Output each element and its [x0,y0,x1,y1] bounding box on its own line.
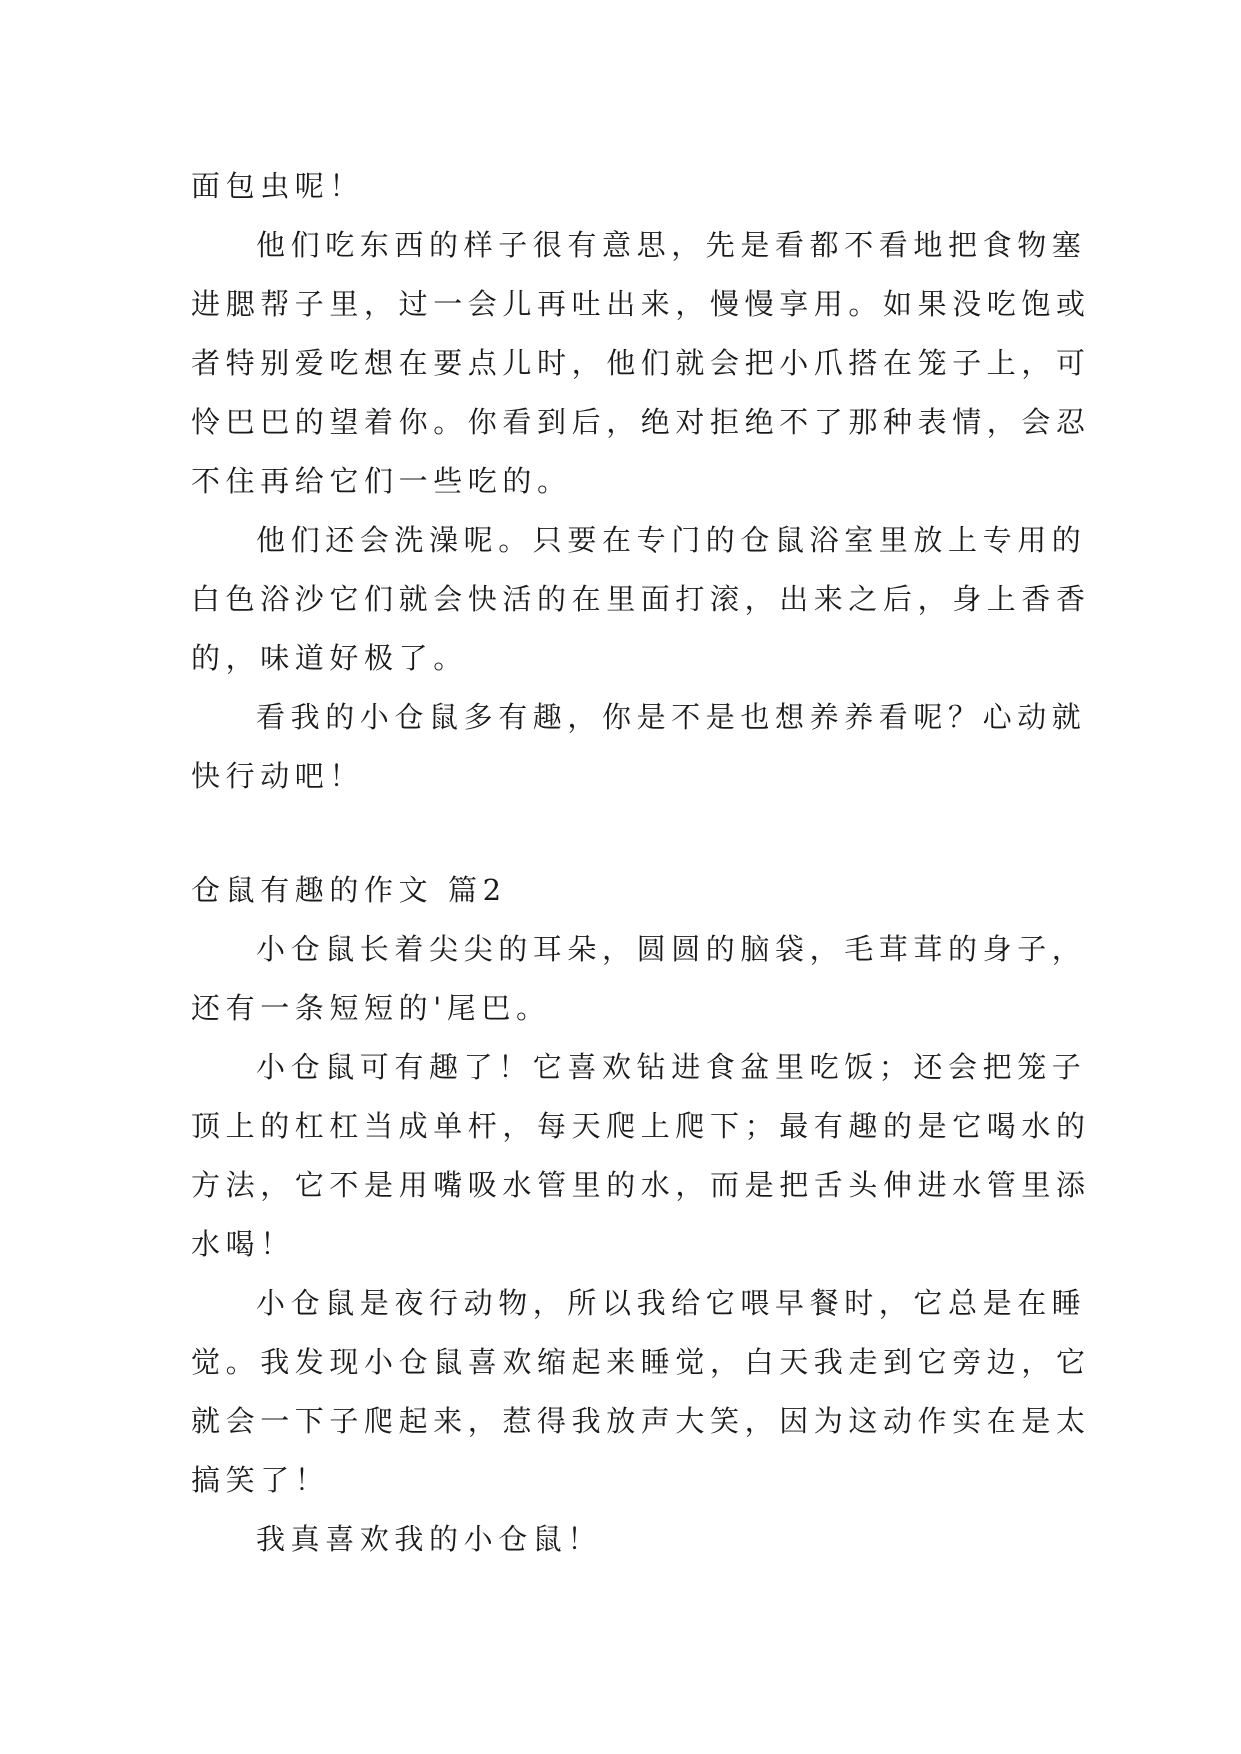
text-line: 快行动吧！ [191,759,365,793]
text-line: 就会一下子爬起来，惹得我放声大笑，因为这动作实在是太 [191,1404,1091,1438]
paragraph-line: 他们吃东西的样子很有意思，先是看都不看地把食物塞 [256,228,1087,262]
text-line: 搞笑了！ [191,1463,330,1497]
text-line: 白色浴沙它们就会快活的在里面打滚，出来之后，身上香香 [191,582,1091,616]
text-line: 还有一条短短的'尾巴。 [191,991,551,1025]
text-line: 不住再给它们一些吃的。 [191,464,572,498]
section-heading: 仓鼠有趣的作文 篇2 [191,873,507,907]
text-line: 的，味道好极了。 [191,641,468,675]
paragraph-line: 看我的小仓鼠多有趣，你是不是也想养养看呢？心动就 [256,700,1087,734]
text-line: 面包虫呢！ [191,169,365,203]
paragraph-line: 小仓鼠长着尖尖的耳朵，圆圆的脑袋，毛茸茸的身子， [256,932,1087,966]
paragraph-line: 小仓鼠是夜行动物，所以我给它喂早餐时，它总是在睡 [256,1286,1087,1320]
text-line: 觉。我发现小仓鼠喜欢缩起来睡觉，白天我走到它旁边，它 [191,1345,1091,1379]
text-line: 怜巴巴的望着你。你看到后，绝对拒绝不了那种表情，会忍 [191,405,1091,439]
text-line: 水喝！ [191,1227,295,1261]
paragraph-line: 我真喜欢我的小仓鼠！ [256,1522,603,1556]
paragraph-line: 小仓鼠可有趣了！它喜欢钻进食盆里吃饭；还会把笼子 [256,1050,1087,1084]
text-line: 方法，它不是用嘴吸水管里的水，而是把舌头伸进水管里添 [191,1168,1091,1202]
text-line: 顶上的杠杠当成单杆，每天爬上爬下；最有趣的是它喝水的 [191,1109,1091,1143]
text-line: 者特别爱吃想在要点儿时，他们就会把小爪搭在笼子上，可 [191,346,1091,380]
text-line: 进腮帮子里，过一会儿再吐出来，慢慢享用。如果没吃饱或 [191,287,1091,321]
paragraph-line: 他们还会洗澡呢。只要在专门的仓鼠浴室里放上专用的 [256,523,1087,557]
